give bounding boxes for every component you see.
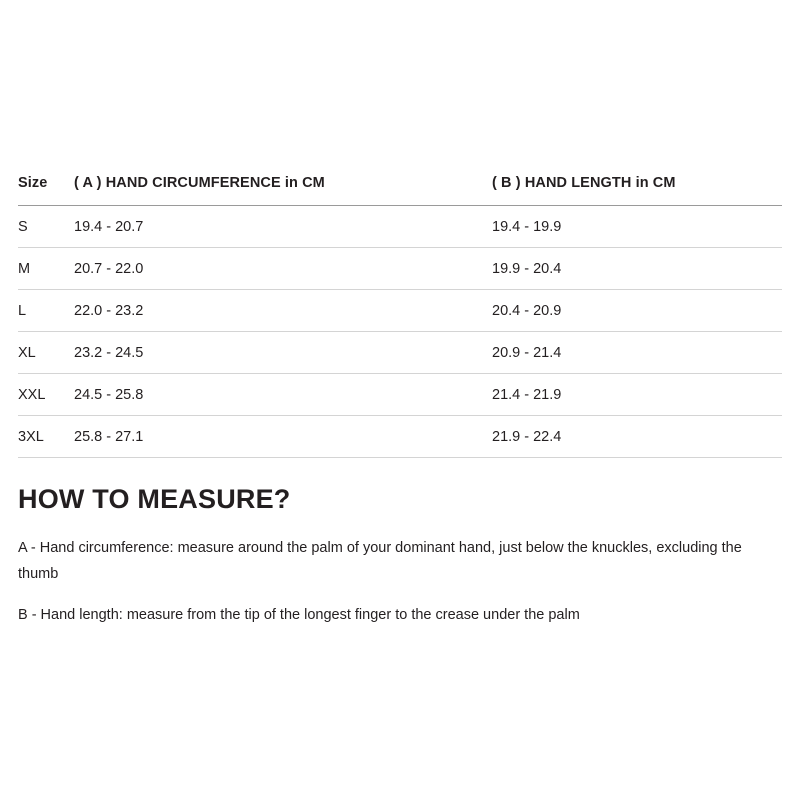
table-row [18,332,782,374]
size-chart-table [18,175,782,458]
measure-note-a: A - Hand circumference: measure around the palm of your dominant hand, just below the knuckles, excluding the thumb [18,540,742,582]
table-row [18,206,782,248]
cell-hand-circumference: 23.2 - 24.5 [74,332,492,374]
cell-hand-length: 20.9 - 21.4 [492,332,782,374]
table-header [18,175,782,206]
cell-hand-length: 20.4 - 20.9 [492,290,782,332]
table-row [18,290,782,332]
how-to-measure-title: HOW TO MEASURE? [18,484,291,514]
table-row [18,374,782,416]
cell-hand-circumference: 25.8 - 27.1 [74,416,492,458]
cell-size: XL [18,332,74,374]
cell-hand-circumference: 20.7 - 22.0 [74,248,492,290]
cell-hand-length: 21.9 - 22.4 [492,416,782,458]
cell-size: L [18,290,74,332]
cell-size: XXL [18,374,74,416]
cell-hand-circumference: 22.0 - 23.2 [74,290,492,332]
table-row [18,416,782,458]
measure-note-b: B - Hand length: measure from the tip of the longest finger to the crease under the palm [18,606,580,623]
column-header-hand-circumference: ( A ) HAND CIRCUMFERENCE in CM [74,175,325,191]
table-body [18,206,782,458]
column-header-size: Size [18,175,48,191]
cell-hand-length: 19.9 - 20.4 [492,248,782,290]
cell-hand-circumference: 19.4 - 20.7 [74,206,492,248]
cell-size: 3XL [18,416,74,458]
cell-hand-length: 21.4 - 21.9 [492,374,782,416]
content-container [18,175,782,642]
cell-size: S [18,206,74,248]
cell-hand-length: 19.4 - 19.9 [492,206,782,248]
cell-hand-circumference: 24.5 - 25.8 [74,374,492,416]
cell-size: M [18,248,74,290]
table-row [18,248,782,290]
column-header-hand-length: ( B ) HAND LENGTH in CM [492,175,676,191]
table-header-row [18,175,782,206]
